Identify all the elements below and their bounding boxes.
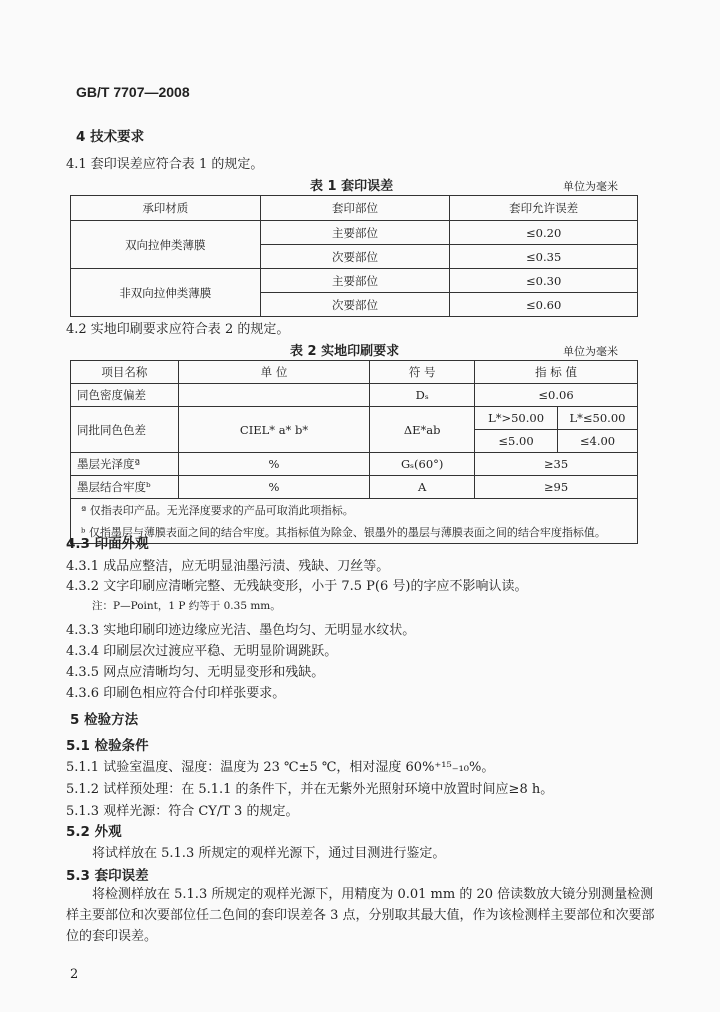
table2-cell: ≤5.00 [475,430,558,453]
table2-note-b: ᵇ 仅指墨层与薄膜表面之间的结合牢度。其指标值为除金、银墨外的墨层与薄膜表面之间的结合牢度指标值。 [71,521,638,544]
clause-4-3: 4.3 印面外观 [66,536,149,552]
table2 [70,360,638,544]
table1-cell: 次要部位 [260,245,450,269]
table2-cell: Dₛ [370,384,475,407]
clause-4-2: 4.2 实地印刷要求应符合表 2 的规定。 [66,322,290,337]
table1-caption: 表 1 套印误差 [310,179,394,194]
table1-cell: 次要部位 [260,293,450,317]
table1-cell: 主要部位 [260,269,450,293]
clause-5-1: 5.1 检验条件 [66,738,149,754]
table1-header-part: 套印部位 [260,196,450,221]
table1-cell: 非双向拉伸类薄膜 [71,269,261,317]
clause-4-3-3: 4.3.3 实地印刷印迹边缘应光洁、墨色均匀、无明显水纹状。 [66,623,416,638]
table1-cell: ≤0.20 [450,221,638,245]
clause-5-1-1: 5.1.1 试验室温度、湿度：温度为 23 ℃±5 ℃，相对湿度 60%⁺¹⁵₋₁₀%。 [66,760,495,775]
table1-unit: 单位为毫米 [563,180,618,193]
table2-cell: Gₛ(60°) [370,453,475,476]
table2-cell: ≤0.06 [475,384,638,407]
table2-cell: 墨层结合牢度ᵇ [71,476,179,499]
section-4-title: 4 技术要求 [76,129,145,145]
clause-5-1-3: 5.1.3 观样光源：符合 CY/T 3 的规定。 [66,804,299,819]
clause-4-3-1: 4.3.1 成品应整洁，应无明显油墨污渍、残缺、刀丝等。 [66,559,390,574]
table2-cell: ≥35 [475,453,638,476]
table2-cell: ≥95 [475,476,638,499]
table2-note-a: ª 仅指表印产品。无光泽度要求的产品可取消此项指标。 [71,499,638,522]
clause-4-3-5: 4.3.5 网点应清晰均匀、无明显变形和残缺。 [66,665,325,680]
table1-cell: ≤0.30 [450,269,638,293]
clause-4-3-2: 4.3.2 文字印刷应清晰完整、无残缺变形，小于 7.5 P(6 号)的字应不影响认读。 [66,579,528,594]
clause-4-3-4: 4.3.4 印刷层次过渡应平稳、无明显阶调跳跃。 [66,644,338,659]
standard-number: GB/T 7707—2008 [76,84,190,100]
page-number: 2 [70,967,79,982]
section-5-title: 5 检验方法 [70,712,139,728]
clause-5-3: 5.3 套印误差 [66,868,149,884]
table2-cell: % [178,453,370,476]
table1-cell: ≤0.60 [450,293,638,317]
table2-header-value: 指 标 值 [475,361,638,384]
table2-caption: 表 2 实地印刷要求 [290,344,400,359]
clause-5-3-line1: 将检测样放在 5.1.3 所规定的观样光源下，用精度为 0.01 mm 的 20 倍读数放大镜分别测量检测 [92,887,654,902]
table1-cell: 主要部位 [260,221,450,245]
clause-5-3-line3: 位的套印误差。 [66,929,158,944]
table2-unit: 单位为毫米 [563,345,618,358]
clause-5-1-2: 5.1.2 试样预处理：在 5.1.1 的条件下，并在无紫外光照射环境中放置时间应≥8 h。 [66,782,554,797]
table1-cell: ≤0.35 [450,245,638,269]
table2-cell: 墨层光泽度ª [71,453,179,476]
clause-4-1: 4.1 套印误差应符合表 1 的规定。 [66,157,264,172]
table2-cell: 同色密度偏差 [71,384,179,407]
table1-header-material: 承印材质 [71,196,261,221]
table2-header-symbol: 符 号 [370,361,475,384]
table2-cell [178,384,370,407]
table2-cell: L*≤50.00 [558,407,638,430]
note: 注：P—Point，1 P 约等于 0.35 mm。 [92,600,281,612]
table2-cell: ΔE*ab [370,407,475,453]
table1-header-tolerance: 套印允许误差 [450,196,638,221]
table2-header-item: 项目名称 [71,361,179,384]
table1-cell: 双向拉伸类薄膜 [71,221,261,269]
table2-cell: % [178,476,370,499]
table1 [70,195,638,317]
table2-cell: A [370,476,475,499]
clause-5-3-line2: 样主要部位和次要部位任二色间的套印误差各 3 点，分别取其最大值，作为该检测样主要部位和次要部 [66,908,655,923]
table2-cell: 同批同色色差 [71,407,179,453]
table2-cell: CIEL* a* b* [178,407,370,453]
clause-5-2-text: 将试样放在 5.1.3 所规定的观样光源下，通过目测进行鉴定。 [92,846,446,861]
table2-cell: ≤4.00 [558,430,638,453]
clause-4-3-6: 4.3.6 印刷色相应符合付印样张要求。 [66,686,286,701]
table2-cell: L*>50.00 [475,407,558,430]
table2-header-unit: 单 位 [178,361,370,384]
clause-5-2: 5.2 外观 [66,824,122,840]
